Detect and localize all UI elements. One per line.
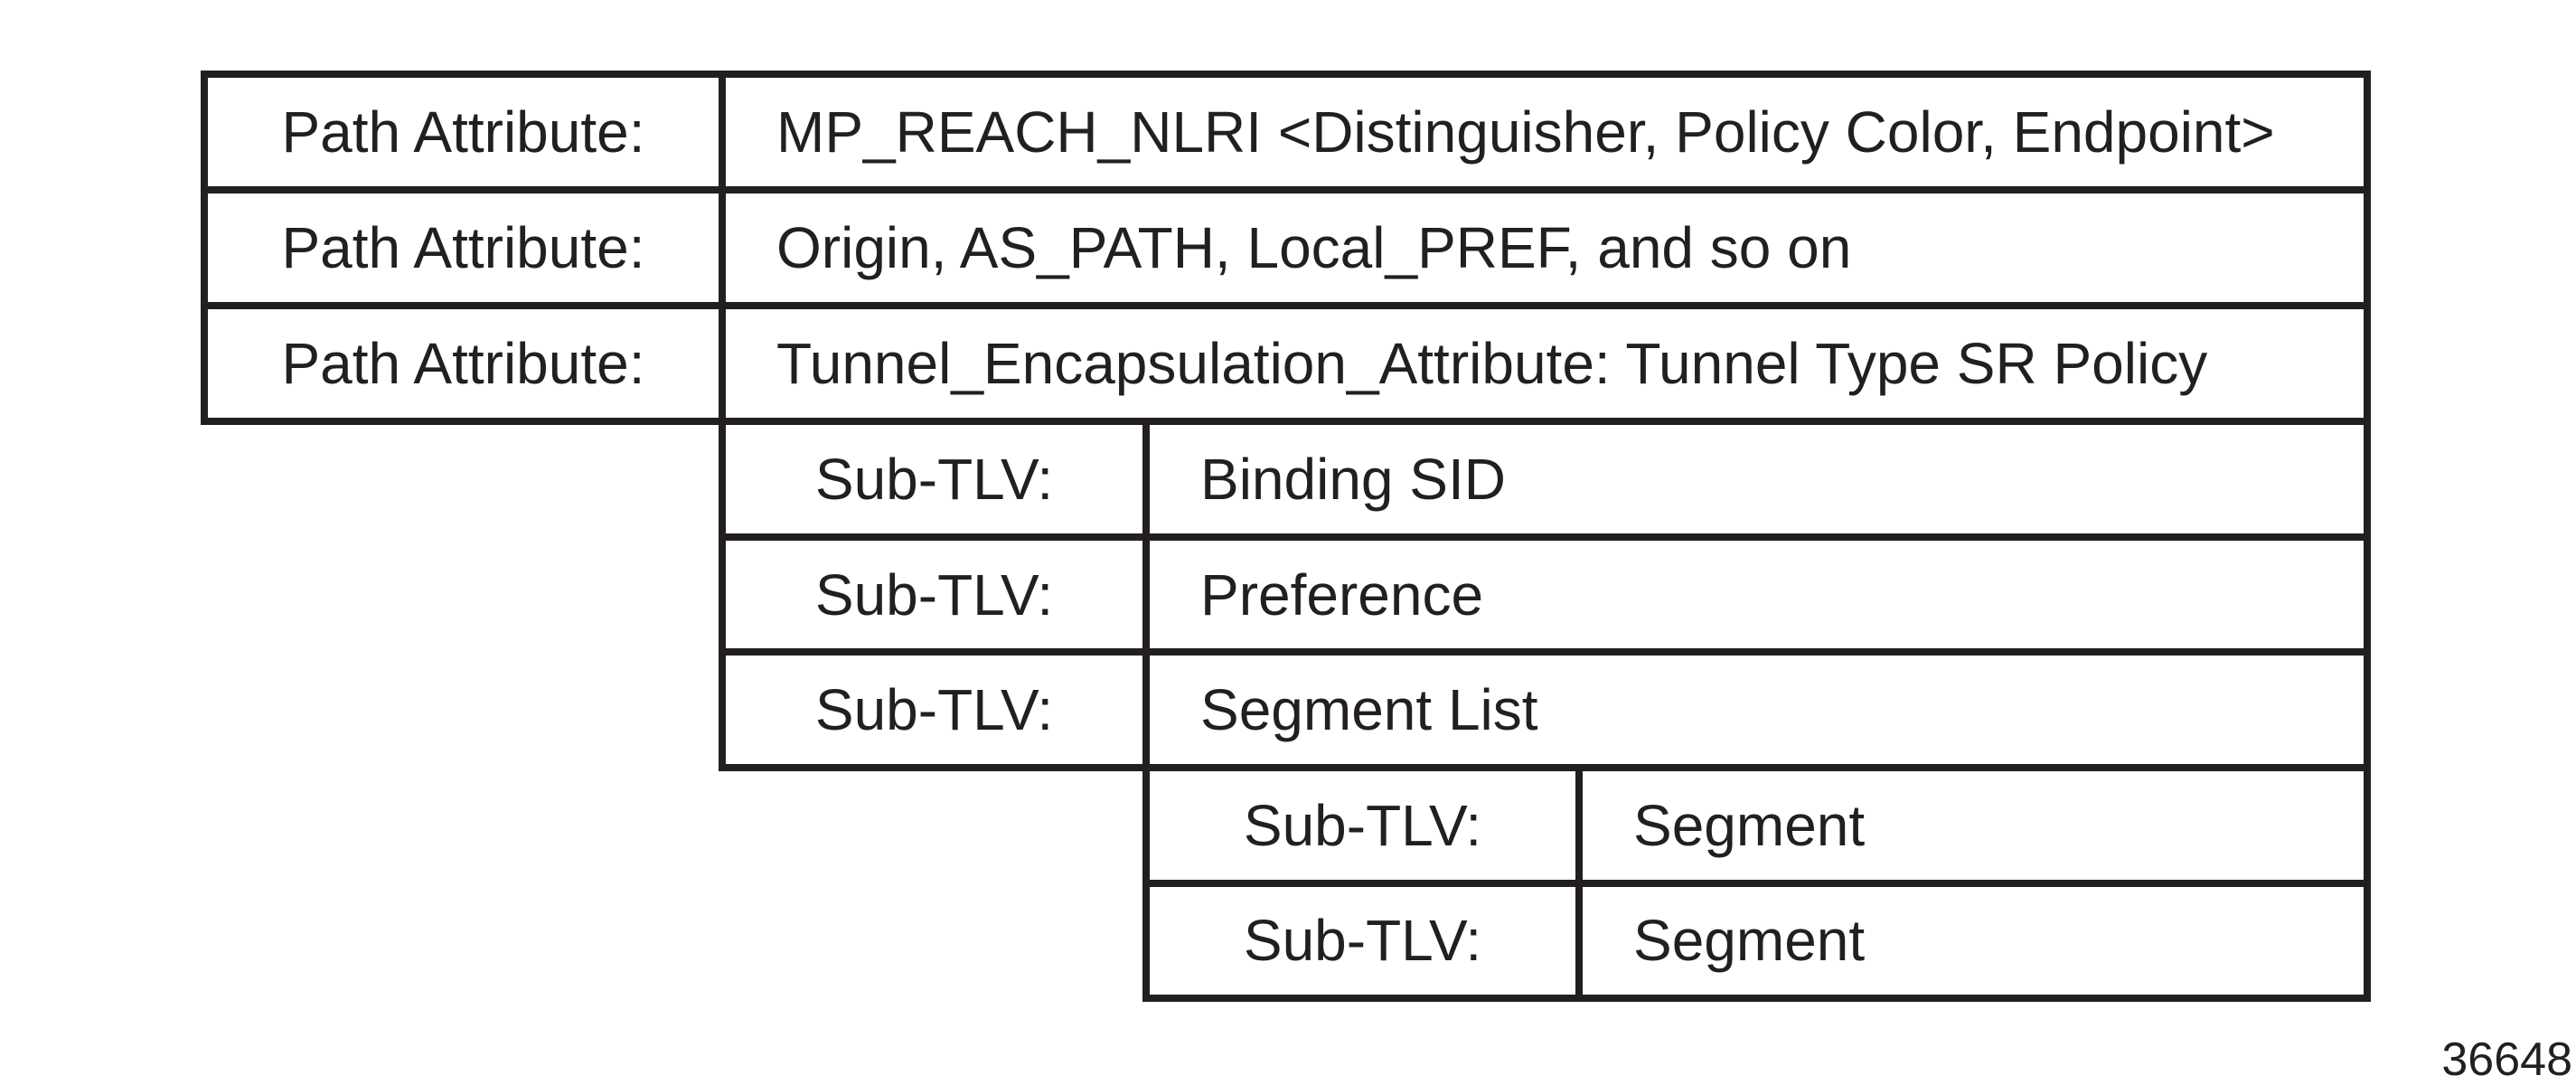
table-row [1150,880,2364,995]
row-value: Origin, AS_PATH, Local_PREF, and so on [776,215,1852,280]
table-row [208,302,2364,418]
row-value: Binding SID [1200,446,1506,512]
row-label: Path Attribute: [208,309,726,418]
row-label: Path Attribute: [208,78,726,186]
row-value: Segment List [1200,677,1538,743]
row-value: Tunnel_Encapsulation_Attribute: Tunnel Type SR Policy [776,331,2208,396]
table-row [1150,771,2364,880]
row-label: Sub-TLV: [726,656,1150,764]
table-row [726,648,2364,764]
row-label: Sub-TLV: [726,425,1150,533]
path-attribute-table [201,71,2371,425]
row-value: MP_REACH_NLRI <Distinguisher, Policy Color, Endpoint> [776,99,2275,165]
row-label: Sub-TLV: [726,541,1150,649]
segment-list-sub-tlv-table [1142,764,2371,1002]
sr-policy-sub-tlv-table [719,418,2371,771]
row-value: Segment [1633,908,1866,974]
table-row [726,533,2364,649]
row-value: Segment [1633,792,1866,858]
table-row [208,78,2364,186]
row-label: Sub-TLV: [1150,771,1583,880]
row-label: Sub-TLV: [1150,887,1583,995]
figure-number: 36648 [2441,1033,2572,1085]
row-value: Preference [1200,561,1484,627]
row-label: Path Attribute: [208,193,726,302]
table-row [208,186,2364,302]
table-row [726,425,2364,533]
